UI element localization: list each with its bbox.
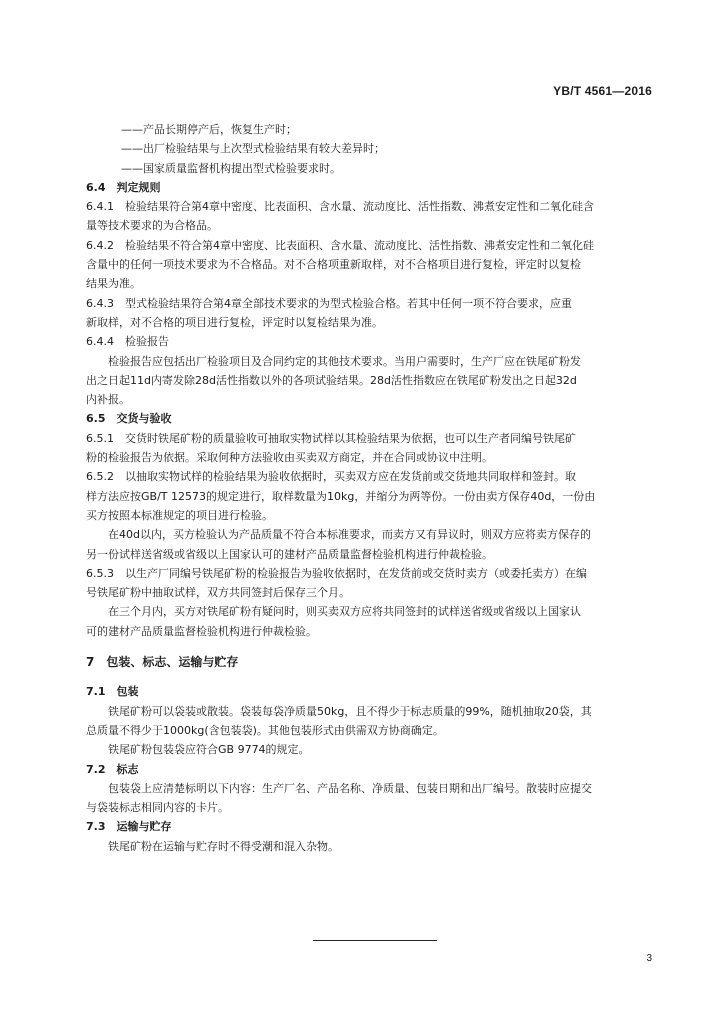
text-line: 粉的检验报告为依据。采取何种方法验收由买卖双方商定，并在合同或协议中注明。: [86, 451, 493, 465]
text-line: 在三个月内，买方对铁尾矿粉有疑问时，则买卖双方应将共同签封的试样送省级或省级以上国家认: [108, 605, 581, 619]
text-line: 与袋装标志相同内容的卡片。: [86, 801, 229, 815]
text-line: 6.4.3 型式检验结果符合第4章全部技术要求的为型式检验合格。若其中任何一项不符合要求，应重: [86, 296, 572, 310]
page-number: 3: [646, 953, 652, 964]
text-line: 6.5.2 以抽取实物试样的检验结果为验收依据时，买卖双方应在发货前或交货地共同取样和签封。取: [86, 470, 576, 484]
footer-rule: [313, 940, 437, 941]
text-line: 内补报。: [86, 393, 130, 407]
text-line: 铁尾矿粉可以袋装或散装。袋装每袋净质量50kg，且不得少于标志质量的99%，随机抽取20袋，其: [108, 704, 592, 718]
text-line: 6.4.2 检验结果不符合第4章中密度、比表面积、含水量、流动度比、活性指数、沸煮安定性和二氧化硅: [86, 238, 594, 252]
text-line: 量等技术要求的为合格品。: [86, 219, 218, 233]
section-heading: 7.2 标志: [86, 762, 139, 776]
standard-number: YB/T 4561—2016: [553, 84, 652, 98]
section-heading: 7.1 包装: [86, 685, 139, 699]
text-line: 6.4.4 检验报告: [86, 335, 169, 349]
text-line: ——产品长期停产后，恢复生产时；: [121, 123, 297, 136]
text-line: 样方法应按GB/T 12573的规定进行，取样数量为10kg，并缩分为两等份。一份由卖方保存40d，一份由: [86, 489, 596, 503]
text-line: 含量中的任何一项技术要求为不合格品。对不合格项重新取样，对不合格项目进行复检，评定时以复检: [86, 258, 581, 272]
text-line: 检验报告应包括出厂检验项目及合同约定的其他技术要求。当用户需要时，生产厂应在铁尾矿粉发: [108, 354, 581, 368]
text-line: 出之日起11d内寄发除28d活性指数以外的各项试验结果。28d活性指数应在铁尾矿粉发出之日起32d: [86, 373, 577, 387]
text-line: ——国家质量监督机构提出型式检验要求时。: [121, 161, 341, 175]
text-line: 另一份试样送省级或省级以上国家认可的建材产品质量监督检验机构进行仲裁检验。: [86, 547, 493, 561]
text-line: 包装袋上应清楚标明以下内容：生产厂名、产品名称、净质量、包装日期和出厂编号。散装时应提交: [108, 781, 592, 795]
text-line: 6.5.3 以生产厂同编号铁尾矿粉的检验报告为验收依据时，在发货前或交货时卖方（或委托卖方）在编: [86, 566, 587, 580]
text-line: 在40d以内，买方检验认为产品质量不符合本标准要求，而卖方又有异议时，则双方应将卖方保存的: [108, 528, 591, 542]
chapter-heading: 7 包装、标志、运输与贮存: [86, 655, 239, 670]
document-body: [86, 120, 658, 856]
text-line: 总质量不得少于1000kg(含包装袋)。其他包装形式由供需双方协商确定。: [86, 723, 444, 737]
section-heading: 6.4 判定规则: [86, 180, 161, 194]
text-line: 可的建材产品质量监督检验机构进行仲裁检验。: [86, 624, 317, 638]
text-line: 铁尾矿粉包装袋应符合GB 9774的规定。: [108, 743, 310, 757]
text-line: ——出厂检验结果与上次型式检验结果有较大差异时；: [121, 142, 385, 156]
text-line: 铁尾矿粉在运输与贮存时不得受潮和混入杂物。: [108, 839, 339, 853]
text-line: 6.4.1 检验结果符合第4章中密度、比表面积、含水量、流动度比、活性指数、沸煮安定性和二氧化硅含: [86, 200, 594, 214]
text-line: 新取样，对不合格的项目进行复检，评定时以复检结果为准。: [86, 315, 383, 329]
text-line: 结果为准。: [86, 277, 141, 291]
text-line: 买方按照本标准规定的项目进行检验。: [86, 508, 273, 522]
section-heading: 7.3 运输与贮存: [86, 820, 172, 834]
text-line: 号铁尾矿粉中抽取试样，双方共同签封后保存三个月。: [86, 586, 350, 600]
section-heading: 6.5 交货与验收: [86, 412, 172, 426]
text-line: 6.5.1 交货时铁尾矿粉的质量验收可抽取实物试样以其检验结果为依据，也可以生产者同编号铁尾矿: [86, 431, 576, 445]
